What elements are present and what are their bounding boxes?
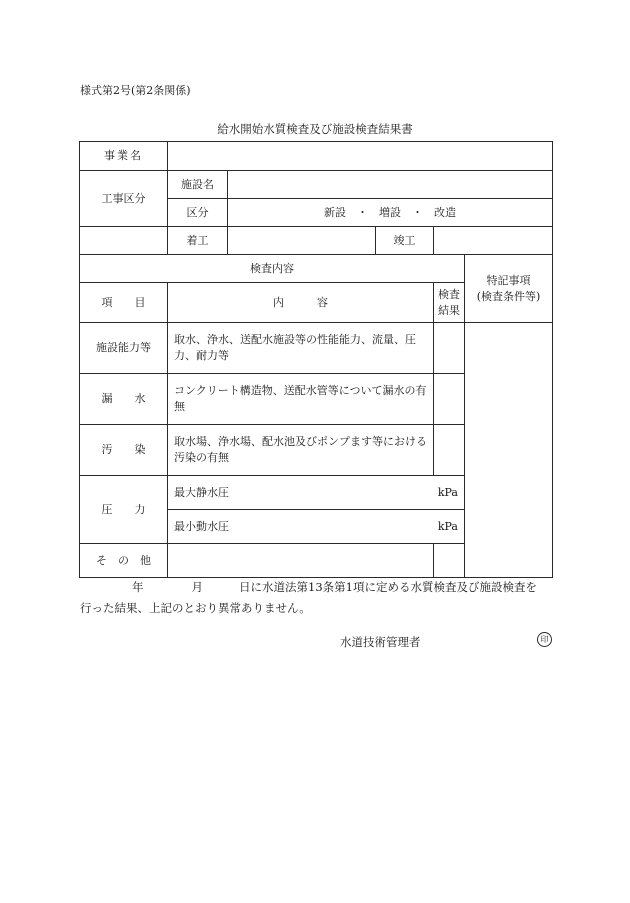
max-static-pressure-row[interactable] <box>168 476 465 510</box>
table-row-item: 漏 水 <box>80 374 168 425</box>
table-row-item: 汚 染 <box>80 425 168 476</box>
inspection-result-table <box>79 141 553 578</box>
facility-name-label: 施設名 <box>168 171 228 199</box>
table-row-content: コンクリート構造物、送配水管等について漏水の有無 <box>168 374 434 425</box>
completion-date-field[interactable] <box>434 227 553 255</box>
item-header: 項 目 <box>80 283 168 323</box>
facility-name-field[interactable] <box>228 171 553 199</box>
year-label: 年 <box>132 580 144 594</box>
other-label: そ の 他 <box>80 544 168 578</box>
result-field[interactable] <box>434 425 465 476</box>
remarks-label: 特記事項 (検査条件等) <box>465 255 553 323</box>
blank-cell <box>80 227 168 255</box>
table-row-content: 取水場、浄水場、配水池及びポンプます等における汚染の有無 <box>168 425 434 476</box>
result-field[interactable] <box>434 374 465 425</box>
start-label: 着工 <box>168 227 228 255</box>
water-technical-manager-label: 水道技術管理者 <box>340 635 421 649</box>
completion-label: 竣工 <box>376 227 434 255</box>
inspection-content-label: 検査内容 <box>80 255 465 283</box>
start-date-field[interactable] <box>228 227 376 255</box>
unit-kpa: kPa <box>437 485 458 499</box>
result-header: 検査結果 <box>434 283 465 323</box>
business-name-label: 事業名 <box>80 142 168 171</box>
category-options[interactable]: 新設 ・ 増設 ・ 改造 <box>228 199 553 227</box>
seal-mark: 印 <box>537 632 552 647</box>
business-name-field[interactable] <box>168 142 553 171</box>
other-content-field[interactable] <box>168 544 434 578</box>
form-number: 様式第2号(第2条関係) <box>80 84 191 97</box>
construction-type-label: 工事区分 <box>80 171 168 227</box>
min-dynamic-pressure-row[interactable] <box>168 510 465 544</box>
month-label: 月 <box>191 580 203 594</box>
remarks-field[interactable] <box>465 323 553 578</box>
table-row-content: 取水、浄水、送配水施設等の性能能力、流量、圧力、耐力等 <box>168 323 434 374</box>
other-result-field[interactable] <box>434 544 465 578</box>
pressure-label: 圧 力 <box>80 476 168 544</box>
content-header: 内 容 <box>168 283 434 323</box>
statement-line-1: 日に水道法第13条第1項に定める水質検査及び施設検査を <box>239 580 537 594</box>
category-label: 区分 <box>168 199 228 227</box>
result-field[interactable] <box>434 323 465 374</box>
min-dynamic-pressure-label: 最小動水圧 <box>174 519 229 533</box>
table-row-item: 施設能力等 <box>80 323 168 374</box>
document-title: 給水開始水質検査及び施設検査結果書 <box>217 122 413 136</box>
max-static-pressure-label: 最大静水圧 <box>174 485 229 499</box>
statement-line-2: 行った結果、上記のとおり異常ありません。 <box>80 601 311 615</box>
unit-kpa: kPa <box>437 519 458 533</box>
certification-statement <box>80 577 560 619</box>
